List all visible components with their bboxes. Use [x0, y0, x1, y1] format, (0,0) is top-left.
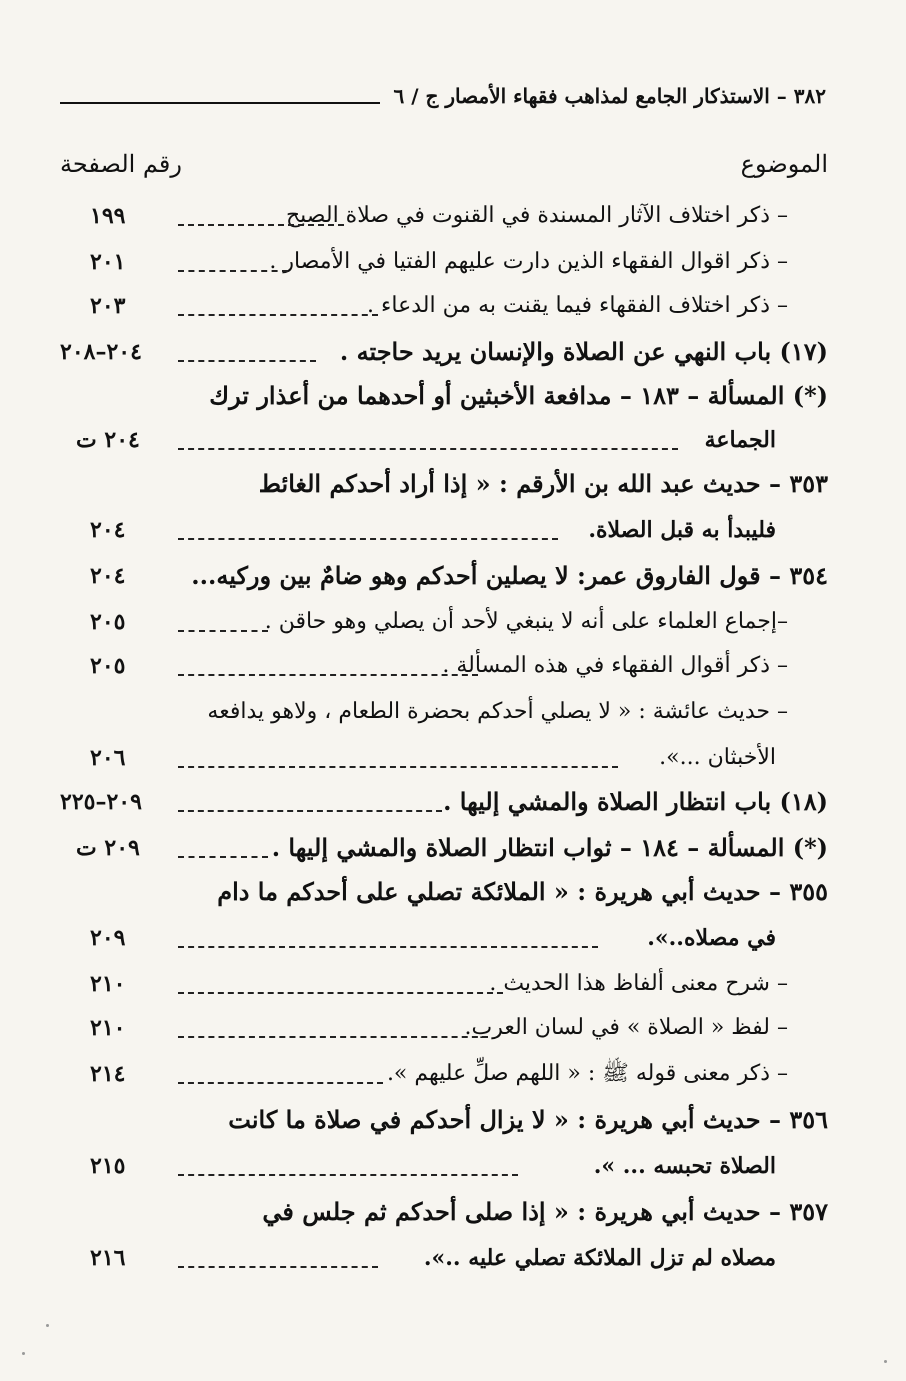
entry-text: الأخبثان ...».	[659, 745, 776, 770]
toc-entry	[60, 962, 828, 1006]
toc-entry	[60, 780, 828, 824]
toc-entry	[60, 554, 828, 598]
toc-entry	[60, 508, 828, 552]
entry-text: – ذكر معنى قوله ﷺ : « اللهم صلِّ عليهم ».	[386, 1061, 788, 1086]
toc-entry	[60, 418, 828, 462]
scan-speck	[884, 1360, 887, 1363]
dot-leader	[178, 538, 558, 540]
toc-entry	[60, 374, 828, 418]
entry-text: (١٨) باب انتظار الصلاة والمشي إليها .	[443, 787, 828, 816]
toc-entry	[60, 870, 828, 914]
entry-text: (*) المسألة – ١٨٤ – ثواب انتظار الصلاة والمشي إليها .	[271, 833, 828, 862]
entry-text: (١٧) باب النهي عن الصلاة والإنسان يريد حاجته .	[339, 337, 828, 366]
topic-heading: الموضوع	[740, 150, 828, 178]
toc-entry	[60, 916, 828, 960]
entry-page: ١٩٩	[90, 203, 126, 229]
toc-entry	[60, 690, 828, 734]
entry-page: ٢١٠	[90, 1015, 126, 1041]
entry-text: (*) المسألة – ١٨٣ – مدافعة الأخبثين أو أحدهما من أعذار ترك	[209, 381, 828, 410]
header-title: ٣٨٢ – الاستذكار الجامع لمذاهب فقهاء الأمصار ج / ٦	[393, 84, 826, 108]
entry-page: ٢١٦	[90, 1245, 126, 1271]
dot-leader	[178, 1082, 383, 1084]
entry-page: ٢٠٤–٢٠٨	[60, 339, 142, 365]
entry-text: فليبدأ به قبل الصلاة.	[588, 517, 776, 543]
entry-page: ٢٠٩–٢٢٥	[60, 789, 142, 815]
running-header	[60, 84, 826, 108]
entry-page: ٢٠٥	[90, 609, 126, 635]
entry-text: ٣٥٥ – حديث أبي هريرة : « الملائكة تصلي على أحدكم ما دام	[217, 877, 828, 906]
page-number-heading: رقم الصفحة	[60, 150, 182, 178]
entry-text: – شرح معنى ألفاظ هذا الحديث .	[489, 971, 788, 996]
toc-entry	[60, 330, 828, 374]
entry-text: – ذكر أقوال الفقهاء في هذه المسألة .	[442, 653, 788, 678]
dot-leader	[178, 360, 316, 362]
scan-speck	[46, 1324, 49, 1327]
entry-text: في مصلاه..».	[647, 925, 776, 951]
entry-text: الجماعة	[704, 427, 776, 453]
dot-leader	[178, 856, 268, 858]
toc-entry	[60, 736, 828, 780]
dot-leader	[178, 314, 378, 316]
entry-text: – حديث عائشة : « لا يصلي أحدكم بحضرة الطعام ، ولاهو يدافعه	[207, 699, 788, 724]
toc-entry	[60, 600, 828, 644]
dot-leader	[178, 1036, 488, 1038]
entry-text: ٣٥٦ – حديث أبي هريرة : « لا يزال أحدكم في صلاة ما كانت	[228, 1105, 828, 1134]
toc-entry	[60, 644, 828, 688]
dot-leader	[178, 766, 618, 768]
entry-page: ٢٠١	[90, 249, 126, 275]
dot-leader	[178, 674, 478, 676]
entry-text: الصلاة تحبسه ... ».	[593, 1153, 776, 1179]
entry-text: – ذكر اقوال الفقهاء الذين دارت عليهم الفتيا في الأمصار .	[269, 249, 788, 274]
toc-entry	[60, 194, 828, 238]
dot-leader	[178, 810, 442, 812]
entry-page: ٢٠٤	[90, 563, 126, 589]
toc-entry	[60, 826, 828, 870]
entry-text: –إجماع العلماء على أنه لا ينبغي لأحد أن يصلي وهو حاقن .	[264, 609, 788, 634]
toc-entry	[60, 240, 828, 284]
entry-page: ٢٠٩ ت	[76, 835, 140, 861]
entry-page: ٢١٥	[90, 1153, 126, 1179]
entry-page: ٢١٤	[90, 1061, 126, 1087]
dot-leader	[178, 224, 344, 226]
entry-page: ٢٠٤ ت	[76, 427, 140, 453]
entry-page: ٢٠٤	[90, 517, 126, 543]
scan-speck	[22, 1352, 25, 1355]
entry-text: – ذكر اختلاف الفقهاء فيما يقنت به من الدعاء .	[367, 293, 788, 318]
toc-entry	[60, 1236, 828, 1280]
dot-leader	[178, 1266, 378, 1268]
header-rule	[60, 102, 380, 104]
entry-page: ٢٠٦	[90, 745, 126, 771]
toc-entry	[60, 1006, 828, 1050]
entry-page: ٢٠٥	[90, 653, 126, 679]
toc-entry	[60, 462, 828, 506]
dot-leader	[178, 946, 598, 948]
entry-text: ٣٥٧ – حديث أبي هريرة : « إذا صلى أحدكم ثم جلس في	[262, 1197, 828, 1226]
entry-page: ٢١٠	[90, 971, 126, 997]
entry-text: ٣٥٣ – حديث عبد الله بن الأرقم : « إذا أراد أحدكم الغائط	[258, 469, 828, 498]
toc-entry	[60, 1190, 828, 1234]
dot-leader	[178, 448, 678, 450]
dot-leader	[178, 1174, 518, 1176]
entry-text: ٣٥٤ – قول الفاروق عمر: لا يصلين أحدكم وهو ضامٌ بين وركيه...	[191, 561, 828, 590]
entry-text: – لفظ « الصلاة » في لسان العرب.	[464, 1015, 788, 1040]
entry-page: ٢٠٩	[90, 925, 126, 951]
toc-entry	[60, 1052, 828, 1096]
dot-leader	[178, 992, 503, 994]
column-headings	[60, 150, 828, 190]
toc-entry	[60, 1144, 828, 1188]
entry-text: مصلاه لم تزل الملائكة تصلي عليه ..».	[423, 1245, 776, 1271]
entry-page: ٢٠٣	[90, 293, 126, 319]
toc-entry	[60, 284, 828, 328]
entry-text: – ذكر اختلاف الآثار المسندة في القنوت في صلاة الصبح	[285, 203, 788, 228]
toc-entry	[60, 1098, 828, 1142]
